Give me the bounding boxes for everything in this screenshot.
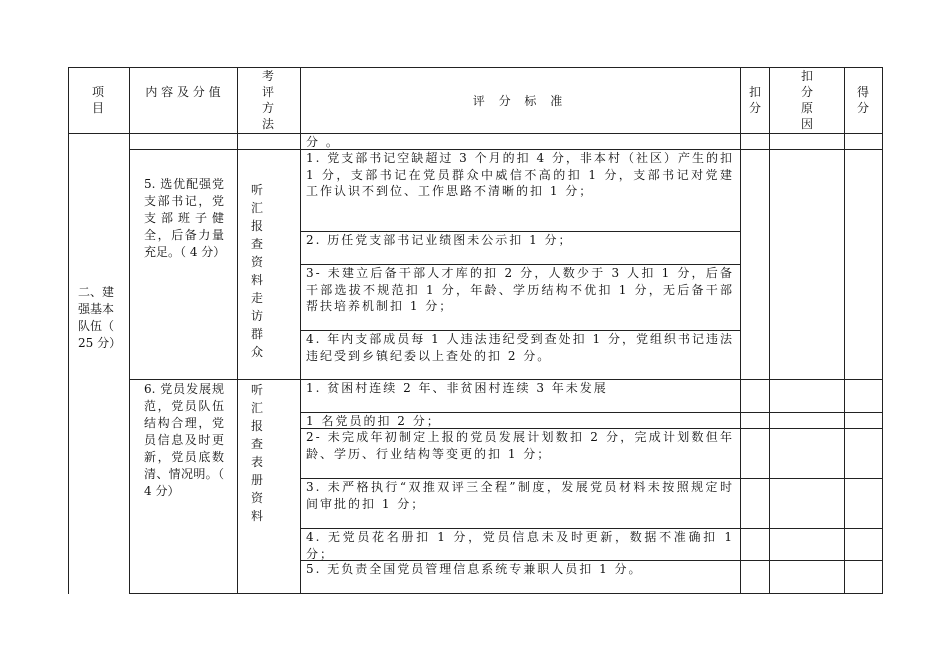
- project-label: 二、建强基本队伍（ 25 分）: [78, 285, 122, 350]
- header-method: 考评方法: [261, 69, 274, 131]
- grid-line: [844, 67, 845, 594]
- section-6-criterion-3: 3. 未严格执行“双推双评三全程”制度，发展党员材料未按照规定时间审批的扣 1 分；: [306, 480, 734, 511]
- header-score: 得分: [856, 85, 869, 115]
- header-item: 项目: [91, 85, 104, 115]
- section-6-criterion-4: 4. 无党员花名册扣 1 分，党员信息未及时更新，数据不准确扣 1 分；: [306, 530, 734, 561]
- section-6-method: 听汇报查表册资料: [250, 383, 263, 523]
- grid-line: [769, 67, 770, 594]
- grid-line: [129, 593, 883, 594]
- continuation-text: 分 。: [306, 135, 340, 149]
- section-6-criterion-1b: 1 名党员的扣 2 分；: [306, 414, 441, 428]
- header-deduct: 扣分: [748, 85, 761, 115]
- grid-line: [740, 67, 741, 594]
- section-5-criterion-3: 3- 未建立后备干部人才库的扣 2 分，人数少于 3 人扣 1 分，后备干部选拔不规范扣 1 分，年龄、学历结构不优扣 1 分，无后备干部帮扶培养机制扣 1 分；: [306, 266, 734, 313]
- header-reason: 扣分原因: [800, 69, 813, 131]
- grid-line: [129, 67, 130, 594]
- section-6-content: 6. 党员发展规范，党员队伍结构合理，党员信息及时更新，党员底数清、情况明。（ 4 分）: [144, 382, 224, 498]
- section-5-criterion-4: 4. 年内支部成员每 1 人违法违纪受到查处扣 1 分，党组织书记违法违纪受到乡镇纪委以上查处的扣 2 分。: [306, 332, 734, 363]
- section-5-criterion-1: 1. 党支部书记空缺超过 3 个月的扣 4 分，非本村（社区）产生的扣 1 分，支部书记在党员群众中威信不高的扣 1 分，支部书记对党建工作认识不到位、工作思路不清晰的扣 1 分；: [306, 151, 734, 198]
- section-6-criterion-2: 2- 未完成年初制定上报的党员发展计划数扣 2 分，完成计划数但年龄、学历、行业结构等变更的扣 1 分；: [306, 430, 734, 461]
- section-6-criterion-5: 5. 无负责全国党员管理信息系统专兼职人员扣 1 分。: [306, 562, 643, 576]
- grid-line: [68, 67, 69, 594]
- section-6-criterion-1: 1. 贫困村连续 2 年、非贫困村连续 3 年未发展: [306, 381, 608, 395]
- header-standard: 评 分 标 准: [472, 94, 568, 108]
- grid-line: [882, 67, 883, 594]
- section-5-method: 听汇报查资料走访群众: [250, 183, 263, 359]
- section-5-criterion-2: 2. 历任党支部书记业绩图未公示扣 1 分；: [306, 233, 573, 247]
- section-5-content: 5. 选优配强党支部书记，党支部班子健全，后备力量充足。（ 4 分）: [144, 177, 226, 259]
- header-content: 内 容 及 分 值: [145, 85, 221, 99]
- grid-line: [68, 67, 883, 68]
- grid-line: [237, 67, 238, 594]
